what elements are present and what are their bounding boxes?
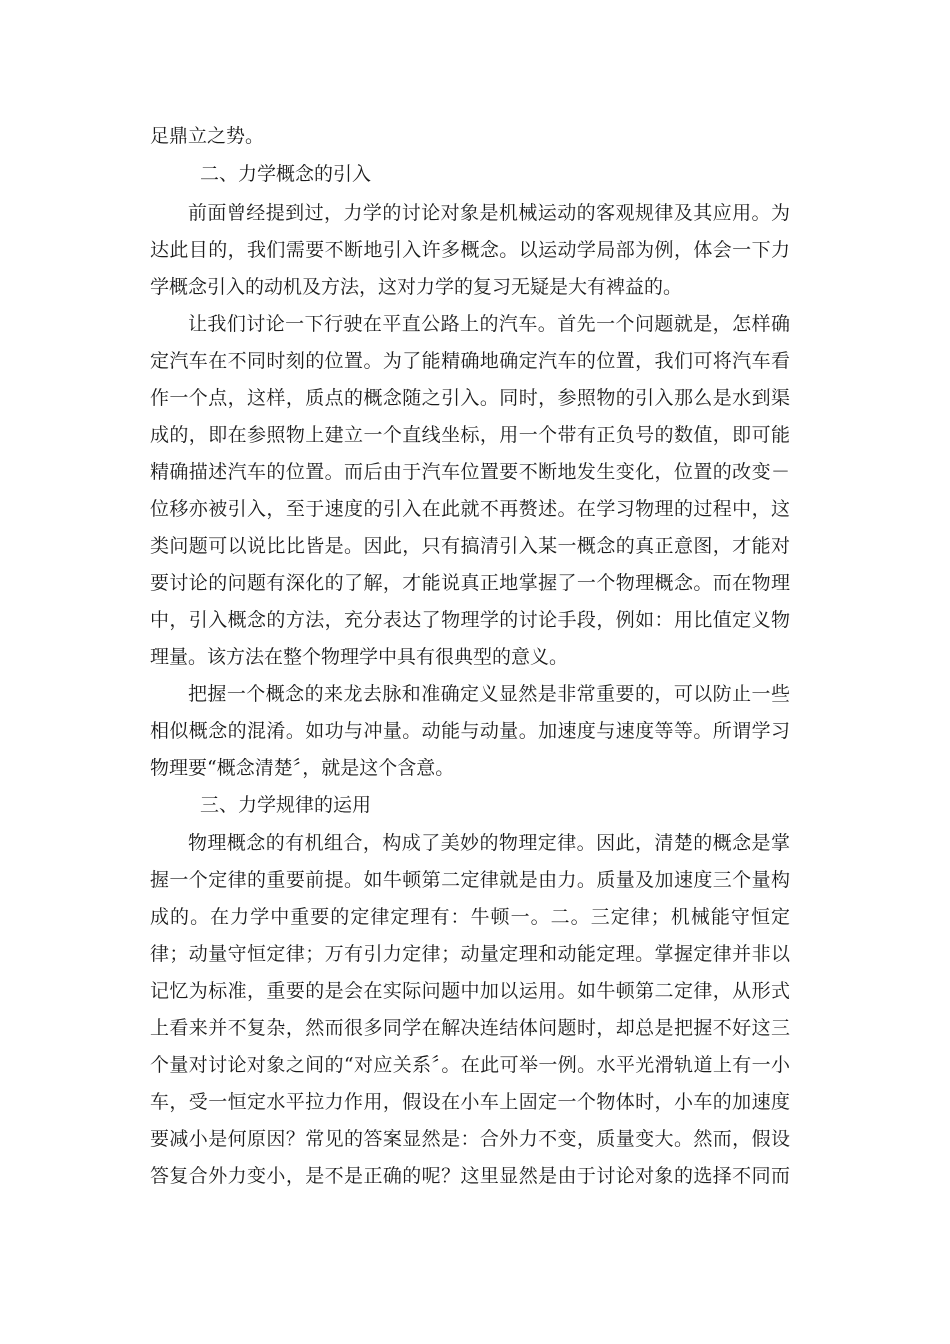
paragraph-line: 足鼎立之势。 — [150, 125, 265, 147]
paragraph-line: 精确描述汽车的位置。而后由于汽车位置要不断地发生变化，位置的改变－ — [150, 461, 790, 483]
paragraph-line: 类问题可以说比比皆是。因此，只有搞清引入某一概念的真正意图，才能对 — [150, 535, 790, 557]
paragraph-line: 位移亦被引入，至于速度的引入在此就不再赘述。在学习物理的过程中，这 — [150, 498, 790, 520]
paragraph-line: 物理要“概念清楚〞，就是这个含意。 — [150, 757, 455, 779]
paragraph-line: 达此目的，我们需要不断地引入许多概念。以运动学局部为例，体会一下力 — [150, 239, 790, 261]
paragraph-line: 车，受一恒定水平拉力作用，假设在小车上固定一个物体时，小车的加速度 — [150, 1091, 790, 1113]
paragraph-line: 要讨论的问题有深化的了解，才能说真正地掌握了一个物理概念。而在物理 — [150, 572, 790, 594]
paragraph-line: 律；动量守恒定律；万有引力定律；动量定理和动能定理。掌握定律并非以 — [150, 943, 790, 965]
paragraph-line: 理量。该方法在整个物理学中具有很典型的意义。 — [150, 646, 569, 668]
paragraph-line: 让我们讨论一下行驶在平直公路上的汽车。首先一个问题就是，怎样确 — [188, 313, 790, 335]
paragraph-line: 把握一个概念的来龙去脉和准确定义显然是非常重要的，可以防止一些 — [188, 683, 790, 705]
paragraph-line: 要减小是何原因？常见的答案显然是：合外力不变，质量变大。然而，假设 — [150, 1128, 790, 1150]
paragraph-line: 中，引入概念的方法，充分表达了物理学的讨论手段，例如：用比值定义物 — [150, 609, 790, 631]
section-heading-2: 二、力学概念的引入 — [200, 163, 372, 185]
paragraph-line: 作一个点，这样，质点的概念随之引入。同时，参照物的引入那么是水到渠 — [150, 387, 790, 409]
paragraph-line: 物理概念的有机组合，构成了美妙的物理定律。因此，清楚的概念是掌 — [188, 832, 790, 854]
paragraph-line: 成的，即在参照物上建立一个直线坐标，用一个带有正负号的数值，即可能 — [150, 424, 790, 446]
section-heading-3: 三、力学规律的运用 — [200, 794, 372, 816]
paragraph-line: 握一个定律的重要前提。如牛顿第二定律就是由力。质量及加速度三个量构 — [150, 869, 790, 891]
paragraph-line: 定汽车在不同时刻的位置。为了能精确地确定汽车的位置，我们可将汽车看 — [150, 350, 790, 372]
paragraph-line: 学概念引入的动机及方法，这对力学的复习无疑是大有裨益的。 — [150, 276, 683, 298]
paragraph-line: 相似概念的混淆。如功与冲量。动能与动量。加速度与速度等等。所谓学习 — [150, 720, 790, 742]
paragraph-line: 前面曾经提到过，力学的讨论对象是机械运动的客观规律及其应用。为 — [188, 202, 790, 224]
paragraph-line: 答复合外力变小，是不是正确的呢？这里显然是由于讨论对象的选择不同而 — [150, 1165, 790, 1187]
paragraph-line: 个量对讨论对象之间的“对应关系〞。在此可举一例。水平光滑轨道上有一小 — [150, 1054, 790, 1076]
paragraph-line: 成的。在力学中重要的定律定理有：牛顿一。二。三定律；机械能守恒定 — [150, 906, 790, 928]
paragraph-line: 记忆为标准，重要的是会在实际问题中加以运用。如牛顿第二定律，从形式 — [150, 980, 790, 1002]
paragraph-line: 上看来并不复杂，然而很多同学在解决连结体问题时，却总是把握不好这三 — [150, 1017, 790, 1039]
